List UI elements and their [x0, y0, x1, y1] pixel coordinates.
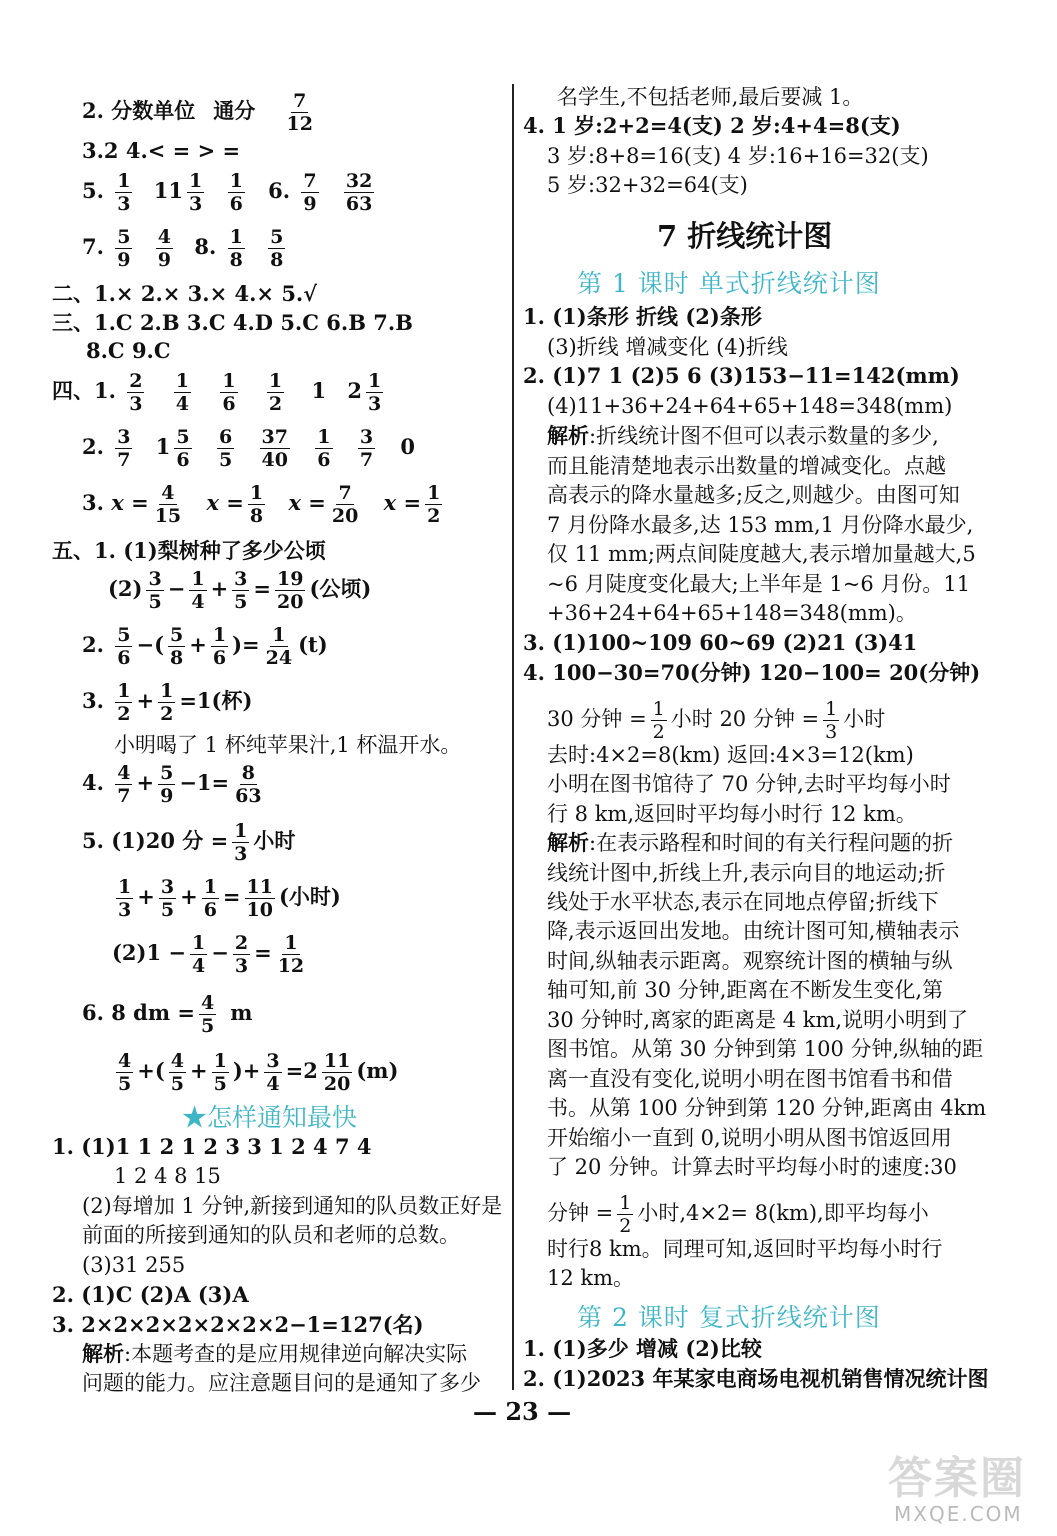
star-answer-2: 2. (1)C (2)A (3)A [52, 1282, 249, 1307]
answer-4a: 4. 1 岁:2+2=4(支) 2 岁:4+4=8(支) [523, 113, 901, 138]
fraction: $\frac{1}{3}$ [368, 370, 382, 415]
analysis-2-line: 时行8 km。同理可知,返回时平均每小时行 [547, 1237, 943, 1261]
fraction: $\frac{3}{5}$ [234, 568, 248, 613]
section-wu-2: 2. $\frac{5}{6}$ −( $\frac{5}{8}$ + $\frac{1}{6}$ )= $\frac{1}{24}$ (t) [82, 624, 328, 669]
analysis-2-line: 开始缩小一直到 0,说明小明从图书馆返回用 [547, 1126, 952, 1150]
watermark-logo [880, 1440, 1050, 1530]
analysis-2-line: 离一直没有变化,说明小明在图书馆看书和借 [547, 1067, 953, 1091]
lesson1-answer-4a: 4. 100−30=70(分钟) 120−100= 20(分钟) [523, 660, 981, 685]
fraction: $\frac{1}{3}$ [117, 170, 131, 215]
fraction: $\frac{5}{9}$ [117, 226, 131, 271]
lesson1-answer-1b: (3)折线 增减变化 (4)折线 [547, 335, 788, 359]
fraction: $\frac{1}{12}$ [277, 932, 305, 977]
fraction: $\frac{32}{63}$ [345, 170, 373, 215]
fraction: $\frac{1}{6}$ [317, 426, 331, 471]
fraction: $\frac{1}{5}$ [213, 1050, 227, 1095]
section-wu-5b: $\frac{1}{3}$ + $\frac{3}{5}$ + $\frac{1}{6}$ = $\frac{11}{10}$ (小时) [118, 876, 341, 921]
section-si-3: 3. x = $\frac{4}{15}$ x = $\frac{1}{8}$ x = $\frac{7}{20}$ x = $\frac{1}{2}$ [82, 482, 441, 527]
fraction: $\frac{1}{6}$ [203, 876, 217, 921]
fraction: $\frac{1}{2}$ [619, 1192, 632, 1237]
lesson1-answer-2b: (4)11+36+24+64+65+148=348(mm) [547, 394, 953, 418]
analysis-2-line: 解析:在表示路程和时间的有关行程问题的折 [547, 830, 954, 855]
answer-3-4: 3.2 4.< = > = [82, 138, 241, 163]
fraction: $\frac{5}{8}$ [170, 624, 184, 669]
fraction: $\frac{1}{6}$ [222, 370, 236, 415]
fraction: $\frac{37}{40}$ [261, 426, 288, 471]
lesson1-answer-2a: 2. (1)7 1 (2)5 6 (3)153−11=142(mm) [523, 363, 960, 388]
lesson2-answer-1: 1. (1)多少 增减 (2)比较 [523, 1336, 762, 1361]
fraction: $\frac{5}{6}$ [176, 426, 190, 471]
fraction: $\frac{1}{24}$ [265, 624, 293, 669]
fraction: $\frac{1}{8}$ [249, 482, 264, 527]
analysis-2-line: 30 分钟时,离家的距离是 4 km,说明小明到了 [547, 1008, 969, 1032]
fraction: $\frac{1}{3}$ [118, 876, 132, 921]
watermark-logo-text: 答案圈 [888, 1453, 1026, 1504]
section-wu-1b: (2) $\frac{3}{5}$ − $\frac{1}{4}$ + $\frac{3}{5}$ = $\frac{19}{20}$ (公顷) [108, 568, 372, 613]
lesson1-answer-1a: 1. (1)条形 折线 (2)条形 [523, 304, 762, 329]
lesson1-answer-4d: 小明在图书馆待了 70 分钟,去时平均每小时 [547, 772, 951, 796]
analysis-1-line: +36+24+64+65+148=348(mm)。 [547, 601, 917, 625]
answer-4b: 3 岁:8+8=16(支) 4 岁:16+16=32(支) [547, 144, 929, 168]
star-section-title: ★怎样通知最快 [182, 1103, 358, 1132]
section-wu-1a: 五、1. (1)梨树种了多少公顷 [52, 538, 326, 563]
fraction: $\frac{5}{6}$ [117, 624, 131, 669]
lesson1-answer-4b: 30 分钟 = $\frac{1}{2}$ 小时 20 分钟 = $\frac{1}{3}$ 小时 [547, 698, 886, 743]
fraction: $\frac{1}{3}$ [825, 698, 838, 743]
answer-5-6: 5. $\frac{1}{3}$ 11 $\frac{1}{3}$ $\frac{1}{6}$ 6. $\frac{7}{9}$ $\frac{32}{63}$ [82, 170, 373, 215]
fraction: $\frac{4}{9}$ [157, 226, 172, 271]
star-analysis-b: 问题的能力。应注意题目问的是通知了多少 [82, 1371, 481, 1395]
analysis-2-line: 12 km。 [547, 1266, 635, 1290]
carry-over-line: 名学生,不包括老师,最后要减 1。 [557, 85, 864, 109]
analysis-2-line: 了 20 分钟。计算去时平均每小时的速度:30 [547, 1155, 957, 1179]
fraction: $\frac{11}{20}$ [323, 1050, 351, 1095]
analysis-1-line: 高表示的降水量越多;反之,则越少。由图可知 [547, 483, 960, 507]
fraction: $\frac{7}{12}$ [286, 90, 313, 135]
fraction: $\frac{19}{20}$ [277, 568, 304, 613]
section-wu-3-text: 小明喝了 1 杯纯苹果汁,1 杯温开水。 [114, 733, 462, 757]
fraction: $\frac{1}{3}$ [189, 170, 203, 215]
fraction: $\frac{4}{5}$ [200, 992, 215, 1037]
section-title: 7 折线统计图 [657, 219, 833, 253]
answer-2: 2. 分数单位 通分 $\frac{7}{12}$ [82, 90, 313, 135]
watermark-url: MXQE.COM [894, 1502, 1023, 1526]
section-wu-5c: (2)1 − $\frac{1}{4}$ − $\frac{2}{3}$ = $\frac{1}{12}$ [112, 932, 305, 977]
fraction: $\frac{1}{2}$ [268, 370, 283, 415]
analysis-2-line: 分钟 = $\frac{1}{2}$ 小时,4×2= 8(km),即平均每小 [547, 1192, 929, 1237]
fraction: $\frac{3}{5}$ [160, 876, 175, 921]
analysis-2-line: 线统计图中,折线上升,表示向目的地运动;折 [547, 861, 946, 885]
section-wu-6a: 6. 8 dm = $\frac{4}{5}$ m [82, 992, 253, 1037]
fraction: $\frac{3}{4}$ [266, 1050, 280, 1095]
star-answer-1a: 1. (1)1 1 2 1 2 3 3 1 2 4 7 4 [52, 1134, 372, 1159]
analysis-1-line: 7 月份降水最多,达 153 mm,1 月份降水最少, [547, 513, 974, 537]
section-wu-4: 4. $\frac{4}{7}$ + $\frac{5}{9}$ −1= $\frac{8}{63}$ [82, 762, 262, 807]
analysis-2-line: 图书馆。从第 30 分钟到第 100 分钟,纵轴的距 [547, 1037, 984, 1061]
fraction: $\frac{11}{10}$ [246, 876, 273, 921]
fraction: $\frac{3}{7}$ [117, 426, 131, 471]
fraction: $\frac{3}{7}$ [359, 426, 374, 471]
answer-4c: 5 岁:32+32=64(支) [547, 173, 748, 197]
star-answer-1e: (3)31 255 [82, 1253, 186, 1277]
section-si-2: 2. $\frac{3}{7}$ 1 $\frac{5}{6}$ $\frac{6}{5}$ $\frac{37}{40}$ $\frac{1}{6}$ $\frac{3}{7}$ 0 [82, 426, 415, 471]
fraction: $\frac{4}{15}$ [154, 482, 182, 527]
analysis-2-line: 轴可知,前 30 分钟,距离在不断发生变化,第 [547, 978, 944, 1002]
fraction: $\frac{1}{8}$ [229, 226, 243, 271]
section-wu-3: 3. $\frac{1}{2}$ + $\frac{1}{2}$ =1(杯) [82, 680, 253, 725]
page-number: — 23 — [473, 1397, 572, 1426]
fraction: $\frac{1}{2}$ [427, 482, 441, 527]
analysis-1-line: ~6 月陡度变化最大;上半年是 1~6 月份。11 [547, 572, 971, 596]
section-wu-6b: $\frac{4}{5}$ +( $\frac{4}{5}$ + $\frac{1}{5}$ )+ $\frac{3}{4}$ =2 $\frac{11}{20}$ (m) [118, 1050, 399, 1095]
star-answer-1c: (2)每增加 1 分钟,新接到通知的队员数正好是 [82, 1194, 503, 1218]
fraction: $\frac{2}{3}$ [234, 932, 249, 977]
section-san: 三、1.C 2.B 3.C 4.D 5.C 6.B 7.B [52, 310, 413, 335]
section-er: 二、1.× 2.× 3.× 4.× 5.√ [52, 281, 318, 306]
analysis-2-line: 线处于水平状态,表示在同地点停留;折线下 [547, 890, 939, 914]
fraction: $\frac{7}{20}$ [331, 482, 359, 527]
lesson-1-title: 第 1 课时 单式折线统计图 [577, 269, 881, 298]
answer-7-8: 7. $\frac{5}{9}$ $\frac{4}{9}$ 8. $\frac{1}{8}$ $\frac{5}{8}$ [82, 226, 284, 271]
analysis-1-line: 解析:折线统计图不但可以表示数量的多少, [547, 423, 939, 448]
fraction: $\frac{4}{5}$ [118, 1050, 132, 1095]
fraction: $\frac{1}{4}$ [191, 568, 205, 613]
fraction: $\frac{5}{9}$ [160, 762, 174, 807]
lesson1-answer-4c: 去时:4×2=8(km) 返回:4×3=12(km) [547, 743, 914, 767]
analysis-2-line: 降,表示返回出发地。由统计图可知,横轴表示 [547, 919, 960, 943]
star-answer-1d: 前面的所接到通知的队员和老师的总数。 [82, 1223, 460, 1247]
fraction: $\frac{1}{2}$ [117, 680, 131, 725]
fraction: $\frac{1}{6}$ [229, 170, 243, 215]
fraction: $\frac{5}{8}$ [270, 226, 284, 271]
lesson1-answer-3: 3. (1)100~109 60~69 (2)21 (3)41 [523, 630, 918, 655]
section-si-1: 四、1. $\frac{2}{3}$ $\frac{1}{4}$ $\frac{1}{6}$ $\frac{1}{2}$ 1 2 $\frac{1}{3}$ [52, 370, 382, 415]
star-answer-3: 3. 2×2×2×2×2×2×2−1=127(名) [52, 1312, 424, 1337]
fraction: $\frac{8}{63}$ [235, 762, 262, 807]
lesson-2-title: 第 2 课时 复式折线统计图 [577, 1303, 881, 1332]
column-divider [512, 84, 514, 1390]
section-wu-5a: 5. (1)20 分 = $\frac{1}{3}$ 小时 [82, 820, 296, 865]
fraction: $\frac{2}{3}$ [129, 370, 143, 415]
fraction: $\frac{1}{4}$ [192, 932, 206, 977]
lesson1-answer-4e: 行 8 km,返回时平均每小时行 12 km。 [547, 802, 917, 826]
fraction: $\frac{1}{2}$ [652, 698, 665, 743]
fraction: $\frac{6}{5}$ [218, 426, 233, 471]
analysis-2-line: 书。从第 100 分钟到第 120 分钟,距离由 4km [547, 1096, 987, 1120]
analysis-1-line: 仅 11 mm;两点间陡度越大,表示增加量越大,5 [547, 542, 976, 566]
fraction: $\frac{1}{2}$ [160, 680, 174, 725]
fraction: $\frac{1}{4}$ [175, 370, 190, 415]
fraction: $\frac{7}{9}$ [303, 170, 317, 215]
star-answer-1b: 1 2 4 8 15 [114, 1164, 221, 1188]
star-analysis-a: 解析:本题考查的是应用规律逆向解决实际 [82, 1341, 468, 1366]
fraction: $\frac{4}{7}$ [117, 762, 131, 807]
fraction: $\frac{4}{5}$ [170, 1050, 185, 1095]
fraction: $\frac{3}{5}$ [148, 568, 162, 613]
analysis-1-line: 而且能清楚地表示出数量的增减变化。点越 [547, 454, 946, 478]
fraction: $\frac{1}{6}$ [212, 624, 227, 669]
fraction: $\frac{1}{3}$ [234, 820, 248, 865]
lesson2-answer-2: 2. (1)2023 年某家电商场电视机销售情况统计图 [523, 1366, 989, 1391]
analysis-2-line: 时间,纵轴表示距离。观察统计图的横轴与纵 [547, 949, 953, 973]
section-san-2: 8.C 9.C [86, 338, 171, 363]
